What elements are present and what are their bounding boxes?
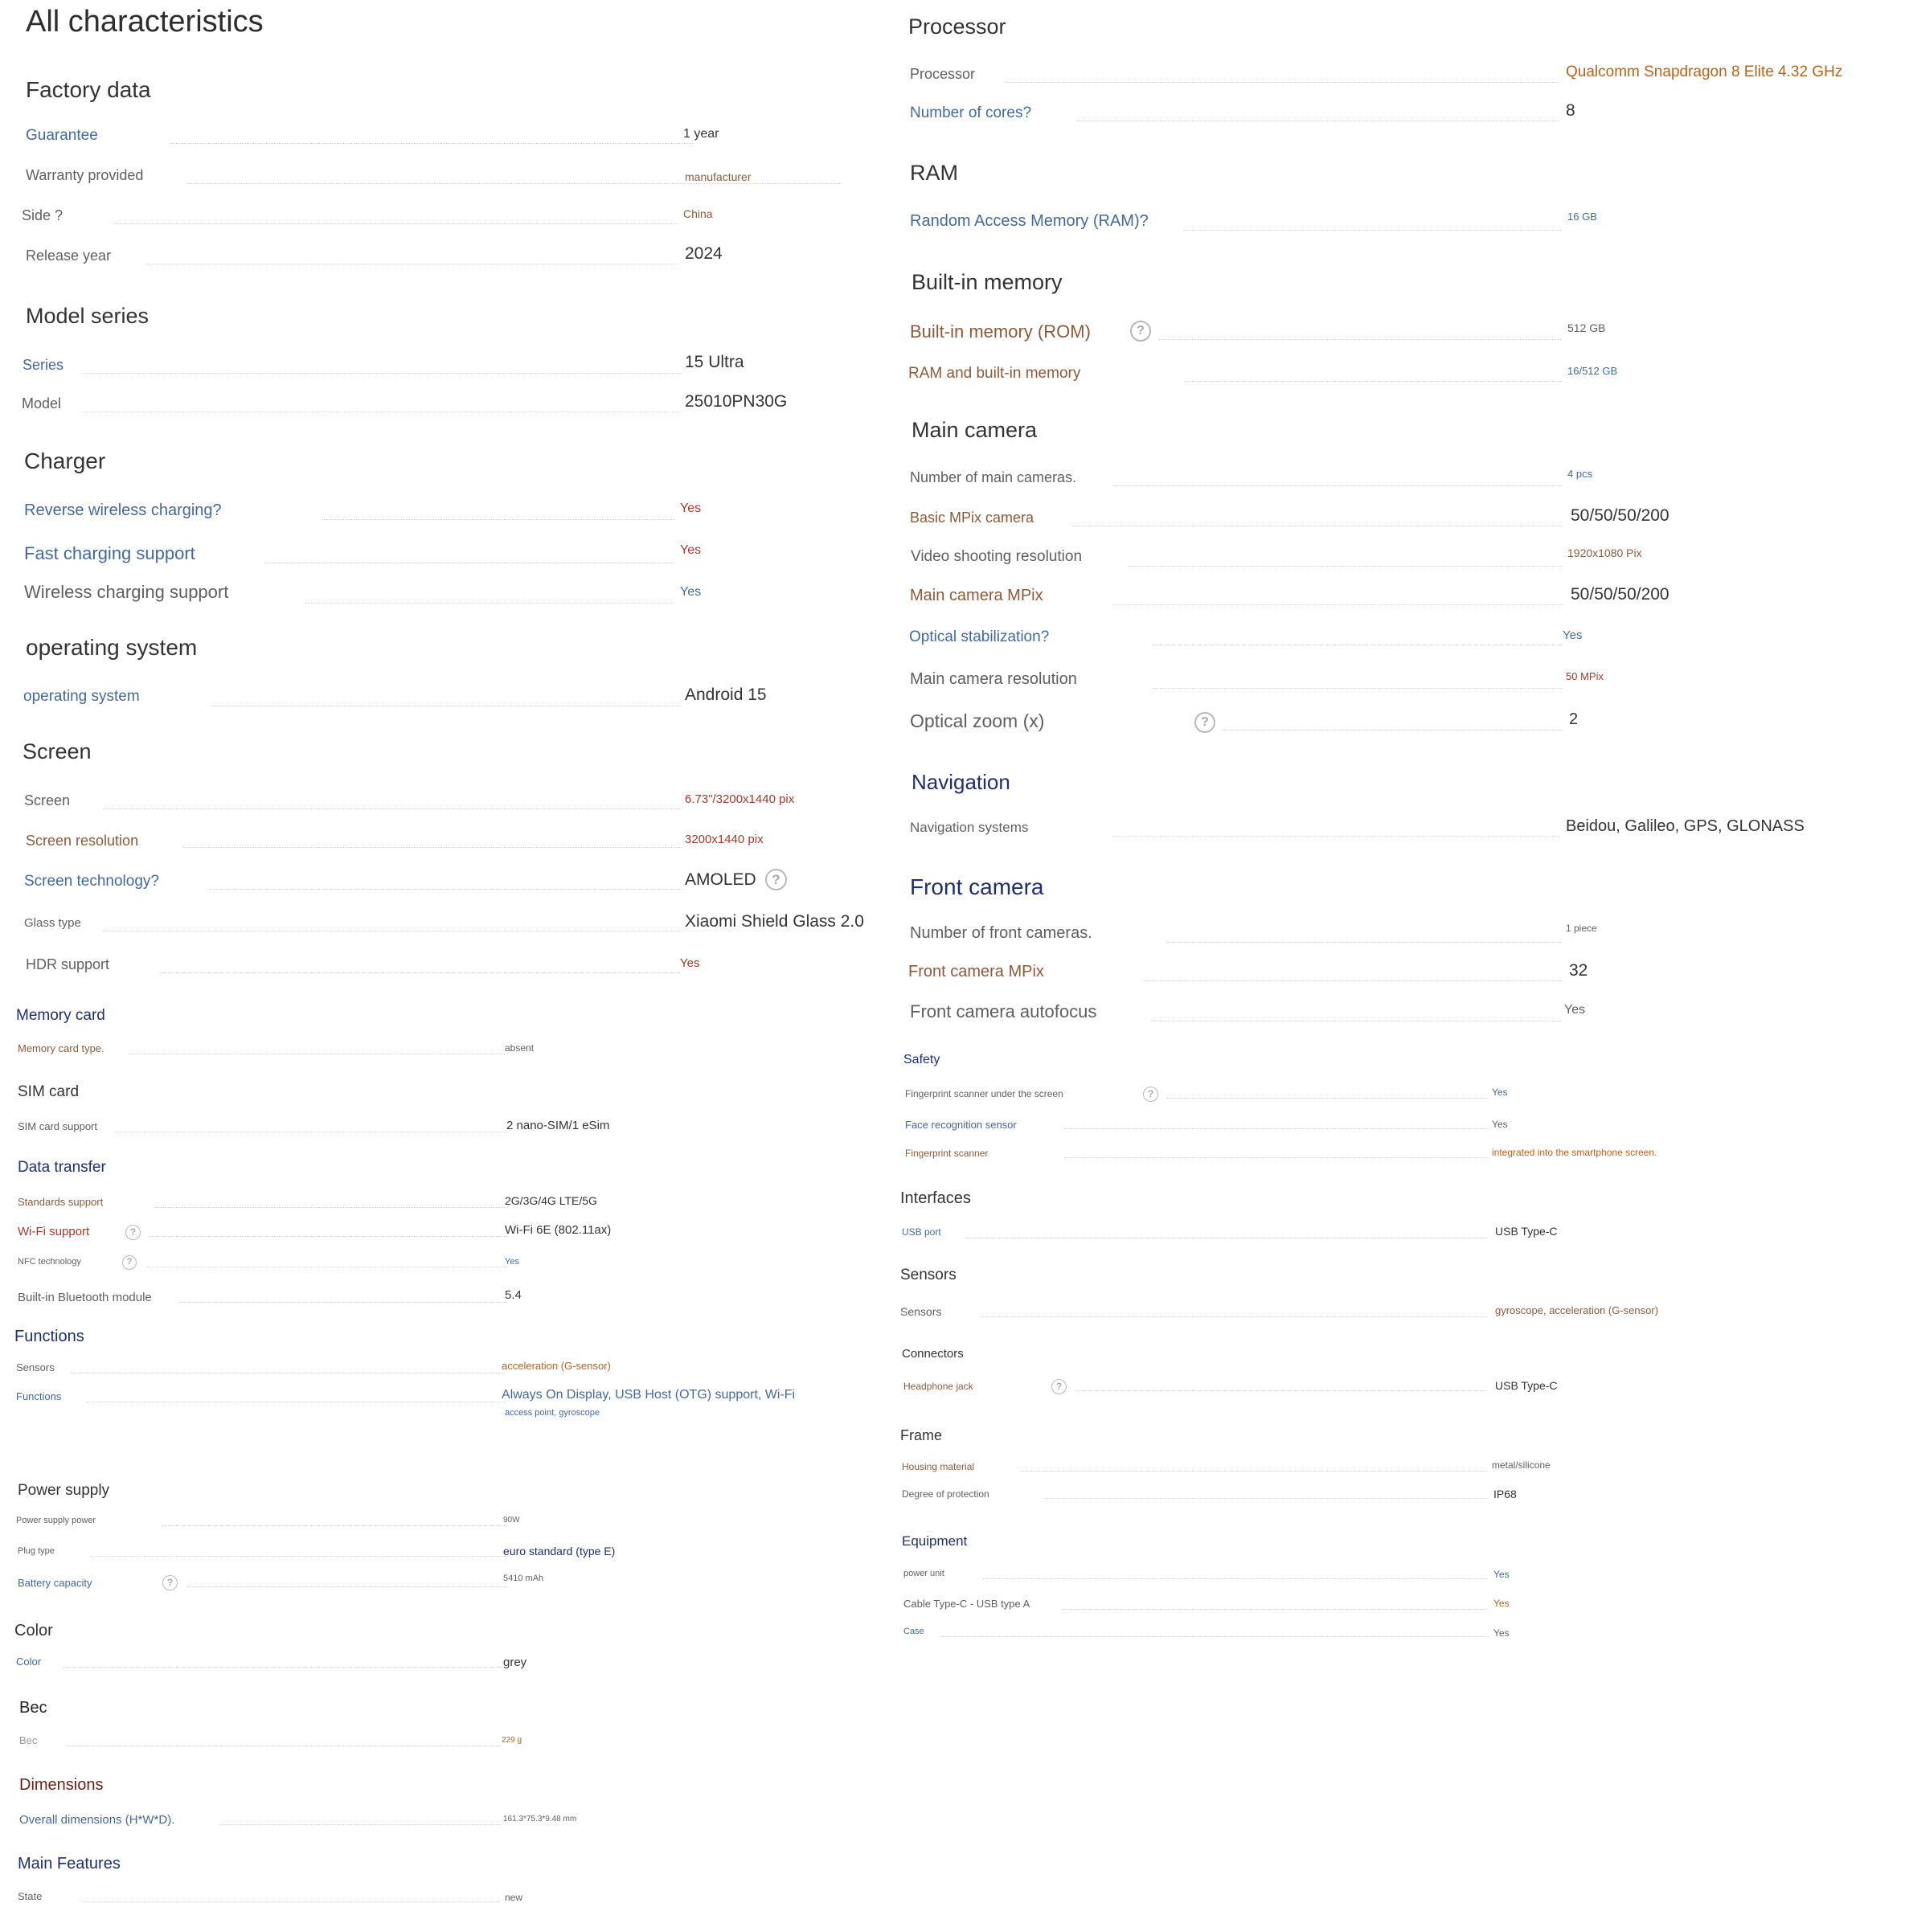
row-divider [1112, 604, 1563, 605]
spec-label: State [18, 1890, 43, 1902]
spec-label: Cable Type-C - USB type A [903, 1598, 1030, 1610]
spec-value: 229 g [502, 1736, 522, 1745]
row-divider [1064, 1157, 1489, 1158]
section-title: Interfaces [900, 1189, 971, 1207]
row-divider [220, 1824, 502, 1825]
row-divider [1064, 1128, 1489, 1129]
spec-label: Plug type [18, 1546, 55, 1556]
section-title: Charger [24, 448, 106, 473]
spec-label: Fast charging support [24, 543, 195, 563]
section-title: Factory data [26, 77, 151, 102]
spec-label: Color [16, 1656, 42, 1668]
spec-value: Beidou, Galileo, GPS, GLONASS [1566, 817, 1805, 835]
row-divider [82, 1901, 500, 1902]
spec-value: manufacturer [685, 170, 752, 183]
help-icon[interactable]: ? [1051, 1379, 1067, 1394]
spec-label: Bec [19, 1734, 38, 1746]
spec-value: Wi-Fi 6E (802.11ax) [505, 1223, 612, 1237]
spec-label: Case [903, 1627, 924, 1636]
row-divider [1185, 381, 1563, 382]
spec-label: Battery capacity [18, 1577, 92, 1589]
row-divider [114, 223, 677, 224]
spec-value: Yes [1493, 1598, 1510, 1609]
spec-label: Wi-Fi support [18, 1225, 90, 1238]
spec-value: 50/50/50/200 [1571, 585, 1669, 604]
spec-label: Sensors [900, 1305, 942, 1318]
spec-value: euro standard (type E) [503, 1545, 616, 1557]
spec-label: Front camera autofocus [910, 1001, 1097, 1021]
spec-label: SIM card support [18, 1120, 97, 1132]
row-divider [162, 1525, 508, 1526]
spec-label: Functions [16, 1390, 62, 1402]
spec-value: grey [503, 1656, 527, 1669]
section-title: Model series [26, 304, 150, 328]
spec-value: 5.4 [505, 1288, 522, 1302]
spec-value: 8 [1566, 101, 1575, 120]
spec-value-continued: access point, gyroscope [505, 1408, 600, 1418]
spec-label: Reverse wireless charging? [24, 501, 222, 519]
spec-label: Face recognition sensor [905, 1119, 1017, 1131]
section-title: Main camera [912, 418, 1038, 442]
row-divider [103, 808, 682, 809]
spec-label: Side ? [22, 207, 63, 223]
spec-label: Built-in Bluetooth module [18, 1291, 152, 1304]
spec-label: Memory card type. [18, 1042, 104, 1054]
spec-label: Video shooting resolution [911, 548, 1083, 565]
spec-value: new [505, 1892, 523, 1903]
spec-label: Housing material [902, 1461, 975, 1472]
spec-label: Navigation systems [910, 820, 1029, 835]
row-divider [186, 183, 842, 184]
spec-label: power unit [903, 1569, 944, 1578]
spec-value: USB Type-C [1495, 1225, 1558, 1238]
row-divider [982, 1578, 1487, 1579]
spec-value: 15 Ultra [685, 353, 744, 371]
row-divider [1112, 836, 1559, 837]
section-title: Color [14, 1622, 53, 1639]
spec-label: Warranty provided [26, 167, 144, 183]
spec-value: 16/512 GB [1567, 365, 1618, 377]
section-title: RAM [910, 161, 958, 185]
row-divider [150, 1236, 508, 1237]
spec-label: Front camera MPix [908, 963, 1044, 980]
spec-label: Series [23, 357, 64, 373]
row-divider [1167, 942, 1561, 943]
spec-label: HDR support [26, 956, 110, 972]
spec-label: Processor [910, 66, 976, 82]
spec-label: Release year [26, 248, 112, 264]
section-title: SIM card [18, 1083, 80, 1100]
spec-value: Yes [1492, 1087, 1508, 1098]
spec-value: Yes [1493, 1569, 1510, 1580]
spec-label: Basic MPix camera [910, 510, 1034, 526]
row-divider [1159, 339, 1561, 340]
spec-value: Qualcomm Snapdragon 8 Elite 4.32 GHz [1566, 63, 1843, 80]
spec-value: Yes [1492, 1119, 1508, 1130]
spec-label: Fingerprint scanner under the screen [905, 1088, 1063, 1099]
row-divider [1153, 688, 1563, 689]
section-title: Built-in memory [912, 270, 1063, 294]
spec-value: 2 nano-SIM/1 eSim [506, 1119, 610, 1132]
spec-label: Number of cores? [910, 104, 1032, 121]
spec-value: China [683, 207, 713, 220]
spec-value: AMOLED [685, 870, 756, 889]
spec-value: 1 year [683, 127, 719, 141]
spec-value: 2024 [685, 244, 723, 263]
row-divider [305, 603, 675, 604]
row-divider [322, 519, 675, 520]
spec-value: integrated into the smartphone screen. [1492, 1147, 1657, 1158]
spec-label: operating system [23, 688, 140, 705]
spec-value: 16 GB [1567, 211, 1597, 223]
spec-label: Model [22, 395, 62, 411]
spec-value: Yes [1563, 628, 1583, 642]
spec-value: 50/50/50/200 [1571, 506, 1669, 525]
spec-value: 4 pcs [1567, 468, 1593, 480]
section-title: Power supply [18, 1482, 110, 1499]
row-divider [82, 411, 681, 412]
section-title: operating system [26, 635, 198, 660]
row-divider [1222, 730, 1563, 731]
spec-value: IP68 [1493, 1488, 1517, 1500]
spec-value: Yes [680, 543, 702, 557]
row-divider [1075, 1390, 1487, 1391]
spec-value: gyroscope, acceleration (G-sensor) [1495, 1304, 1659, 1316]
section-title: Dimensions [19, 1776, 104, 1794]
spec-value: Xiaomi Shield Glass 2.0 [685, 912, 864, 931]
section-title: Sensors [900, 1267, 957, 1283]
page-title: All characteristics [26, 5, 264, 39]
spec-label: Power supply power [16, 1516, 96, 1525]
section-title: Memory card [16, 1007, 105, 1024]
help-icon[interactable]: ? [122, 1255, 137, 1270]
section-title: Navigation [912, 770, 1010, 794]
row-divider [159, 972, 682, 973]
row-divider [1021, 1471, 1487, 1472]
section-title: Equipment [902, 1533, 968, 1549]
spec-label: Degree of protection [902, 1488, 989, 1500]
spec-value: 1 piece [1566, 923, 1597, 934]
section-title: Screen [23, 739, 92, 763]
spec-value: 2 [1569, 710, 1579, 728]
spec-value: absent [505, 1042, 535, 1054]
spec-label: Headphone jack [903, 1381, 973, 1392]
spec-label: Sensors [16, 1361, 55, 1373]
help-icon[interactable]: ? [1143, 1087, 1158, 1102]
section-title: Front camera [910, 874, 1044, 899]
row-divider [209, 889, 683, 890]
spec-value: 32 [1569, 961, 1588, 980]
section-title: Functions [14, 1328, 84, 1345]
spec-value: 25010PN30G [685, 392, 788, 411]
spec-value: 3200x1440 pix [685, 833, 764, 846]
spec-label: Screen [24, 792, 71, 808]
spec-value: Yes [680, 501, 702, 515]
row-divider [186, 1586, 508, 1587]
spec-value: 1920x1080 Pix [1567, 546, 1642, 559]
spec-label: Guarantee [26, 127, 98, 144]
row-divider [1045, 1498, 1487, 1499]
row-divider [82, 373, 681, 374]
spec-label: Random Access Memory (RAM)? [910, 212, 1149, 230]
section-title: Processor [908, 14, 1006, 39]
spec-label: Built-in memory (ROM) [910, 321, 1091, 342]
section-title: Main Features [18, 1855, 121, 1873]
row-divider [154, 1207, 508, 1208]
section-title: Bec [19, 1699, 47, 1717]
spec-label: Glass type [24, 916, 81, 930]
spec-value: 2G/3G/4G LTE/5G [505, 1194, 597, 1207]
spec-value: USB Type-C [1495, 1379, 1558, 1392]
spec-value: Yes [680, 585, 702, 599]
spec-label: USB port [902, 1226, 941, 1238]
spec-label: Number of main cameras. [910, 469, 1077, 485]
row-divider [170, 143, 693, 144]
spec-value: 90W [503, 1516, 520, 1525]
section-title: Safety [903, 1053, 940, 1066]
spec-label: Screen technology? [24, 873, 159, 890]
spec-value: Yes [505, 1257, 519, 1267]
spec-value: acceleration (G-sensor) [502, 1360, 611, 1372]
spec-label: Number of front cameras. [910, 924, 1092, 942]
row-divider [90, 1556, 508, 1557]
row-divider [981, 1316, 1487, 1317]
spec-value: metal/silicone [1492, 1459, 1551, 1471]
row-divider [942, 1636, 1489, 1637]
spec-value: Android 15 [685, 686, 767, 704]
help-icon[interactable]: ? [765, 869, 787, 890]
spec-value: Yes [680, 956, 700, 970]
spec-label: Wireless charging support [24, 582, 229, 602]
row-divider [183, 847, 682, 848]
section-title: Data transfer [18, 1159, 106, 1176]
row-divider [1167, 1098, 1489, 1099]
section-title: Frame [900, 1427, 943, 1443]
row-divider [1005, 82, 1559, 83]
spec-label: RAM and built-in memory [908, 365, 1081, 382]
spec-label: NFC technology [18, 1257, 81, 1267]
spec-value: Always On Display, USB Host (OTG) support, Wi-Fi [502, 1388, 796, 1402]
row-divider [63, 1667, 505, 1668]
spec-value: 6.73"/3200x1440 pix [685, 792, 795, 806]
spec-value: Yes [1564, 1003, 1586, 1017]
spec-label: Optical zoom (x) [910, 710, 1045, 731]
spec-label: Main camera resolution [910, 670, 1077, 688]
spec-value: 50 MPix [1566, 670, 1604, 682]
spec-label: Optical stabilization? [909, 628, 1050, 645]
row-divider [1129, 566, 1563, 567]
spec-value: Yes [1493, 1627, 1510, 1639]
section-title: Connectors [902, 1347, 964, 1361]
help-icon[interactable]: ? [1194, 712, 1215, 733]
help-icon[interactable]: ? [125, 1225, 141, 1240]
spec-label: Screen resolution [26, 833, 139, 849]
help-icon[interactable]: ? [162, 1575, 178, 1590]
row-divider [1112, 485, 1563, 486]
spec-label: Main camera MPix [910, 587, 1043, 604]
spec-value: 161.3*75.3*9.48 mm [503, 1815, 577, 1824]
spec-label: Overall dimensions (H*W*D). [19, 1813, 175, 1827]
row-divider [178, 1302, 508, 1303]
spec-label: Standards support [18, 1196, 104, 1208]
help-icon[interactable]: ? [1130, 321, 1151, 342]
spec-label: Fingerprint scanner [905, 1148, 989, 1159]
row-divider [1063, 1609, 1487, 1610]
spec-value: 512 GB [1567, 321, 1606, 334]
row-divider [1183, 230, 1561, 231]
spec-value: 5410 mAh [503, 1574, 544, 1583]
row-divider [1143, 980, 1561, 981]
